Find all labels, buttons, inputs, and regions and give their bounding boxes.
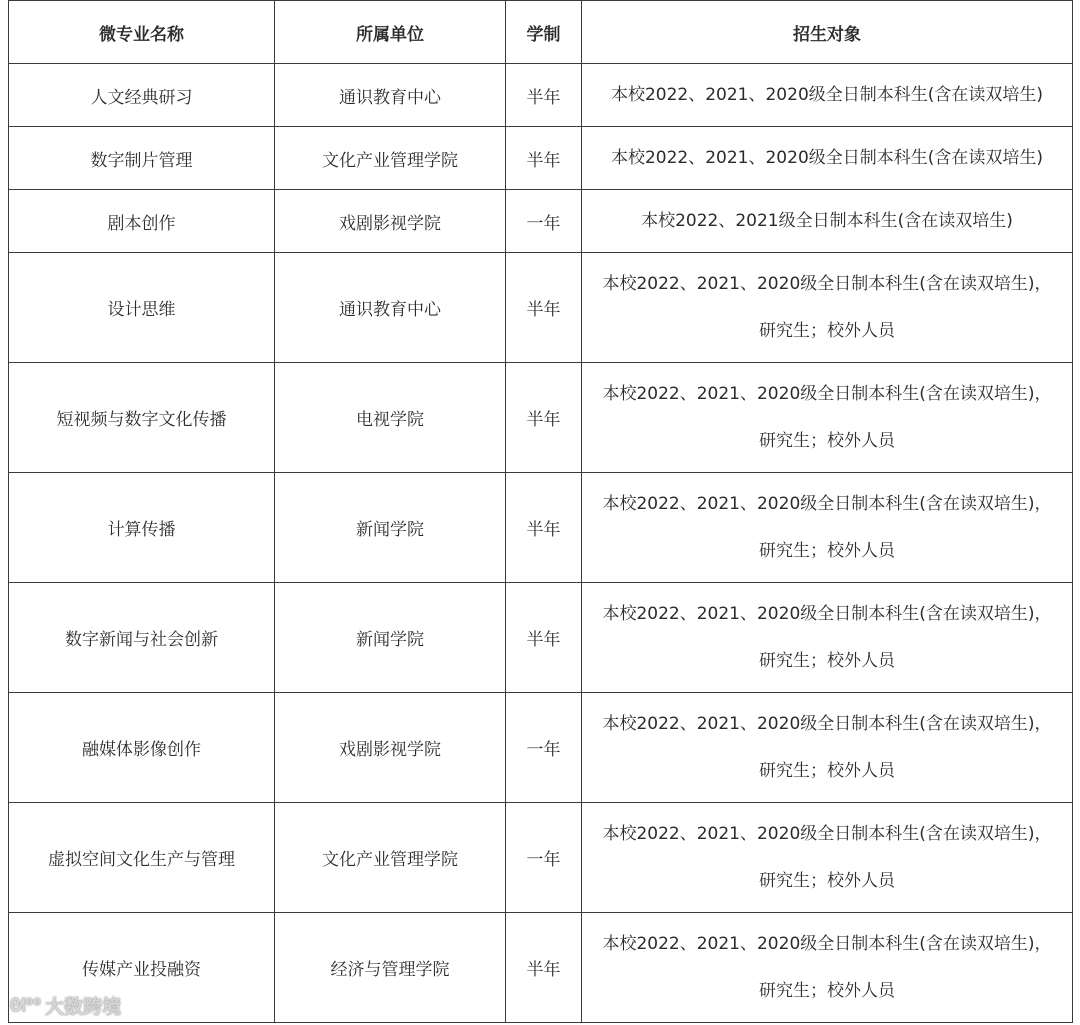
cell-unit: 电视学院 bbox=[275, 363, 506, 473]
watermark-text: 大数跨境 bbox=[45, 996, 122, 1018]
target-line: 本校2022、2021、2020级全日制本科生(含在读双培生)， bbox=[602, 273, 1052, 294]
cell-unit: 通识教育中心 bbox=[275, 253, 506, 363]
target-line: 本校2022、2021、2020级全日制本科生(含在读双培生)， bbox=[602, 603, 1052, 624]
cell-duration: 半年 bbox=[506, 253, 582, 363]
cell-target bbox=[582, 473, 1073, 583]
table-row bbox=[9, 803, 1073, 913]
table-header-row bbox=[9, 1, 1073, 64]
cell-duration: 半年 bbox=[506, 473, 582, 583]
table-row bbox=[9, 64, 1073, 127]
cell-major-name: 融媒体影像创作 bbox=[9, 693, 275, 803]
target-line: 本校2022、2021、2020级全日制本科生(含在读双培生)， bbox=[602, 383, 1052, 404]
cell-major-name: 短视频与数字文化传播 bbox=[9, 363, 275, 473]
cell-duration: 半年 bbox=[506, 127, 582, 190]
target-line: 研究生；校外人员 bbox=[759, 650, 895, 671]
cell-target bbox=[582, 253, 1073, 363]
target-line: 本校2022、2021、2020级全日制本科生(含在读双培生)， bbox=[602, 933, 1052, 954]
header-major-name: 微专业名称 bbox=[9, 1, 275, 64]
cell-major-name: 设计思维 bbox=[9, 253, 275, 363]
table-row bbox=[9, 190, 1073, 253]
cell-target bbox=[582, 583, 1073, 693]
weibo-icon: ᘛ⁰⁰ bbox=[10, 995, 42, 1016]
table-row bbox=[9, 913, 1073, 1023]
target-line: 本校2022、2021、2020级全日制本科生(含在读双培生)， bbox=[602, 823, 1052, 844]
header-duration: 学制 bbox=[506, 1, 582, 64]
cell-duration: 一年 bbox=[506, 803, 582, 913]
target-line: 研究生；校外人员 bbox=[759, 320, 895, 341]
cell-unit: 戏剧影视学院 bbox=[275, 693, 506, 803]
cell-unit: 新闻学院 bbox=[275, 583, 506, 693]
cell-duration: 半年 bbox=[506, 913, 582, 1023]
cell-duration: 一年 bbox=[506, 190, 582, 253]
cell-unit: 文化产业管理学院 bbox=[275, 127, 506, 190]
cell-target bbox=[582, 803, 1073, 913]
target-line: 研究生；校外人员 bbox=[759, 430, 895, 451]
cell-duration: 半年 bbox=[506, 583, 582, 693]
cell-target bbox=[582, 913, 1073, 1023]
cell-duration: 一年 bbox=[506, 693, 582, 803]
cell-target bbox=[582, 64, 1073, 127]
table-row bbox=[9, 363, 1073, 473]
cell-target bbox=[582, 127, 1073, 190]
target-line: 研究生；校外人员 bbox=[759, 980, 895, 1001]
target-line: 研究生；校外人员 bbox=[759, 870, 895, 891]
cell-unit: 新闻学院 bbox=[275, 473, 506, 583]
table-row bbox=[9, 253, 1073, 363]
cell-unit: 文化产业管理学院 bbox=[275, 803, 506, 913]
cell-major-name: 人文经典研习 bbox=[9, 64, 275, 127]
target-line: 本校2022、2021、2020级全日制本科生(含在读双培生) bbox=[610, 147, 1044, 168]
target-line: 本校2022、2021级全日制本科生(含在读双培生) bbox=[641, 210, 1013, 231]
table-row bbox=[9, 473, 1073, 583]
cell-target bbox=[582, 363, 1073, 473]
table-row bbox=[9, 583, 1073, 693]
cell-unit: 戏剧影视学院 bbox=[275, 190, 506, 253]
cell-major-name: 数字制片管理 bbox=[9, 127, 275, 190]
cell-major-name: 传媒产业投融资 bbox=[9, 913, 275, 1023]
target-line: 本校2022、2021、2020级全日制本科生(含在读双培生)， bbox=[602, 713, 1052, 734]
cell-duration: 半年 bbox=[506, 64, 582, 127]
cell-major-name: 计算传播 bbox=[9, 473, 275, 583]
cell-major-name: 虚拟空间文化生产与管理 bbox=[9, 803, 275, 913]
target-line: 研究生；校外人员 bbox=[759, 760, 895, 781]
cell-unit: 通识教育中心 bbox=[275, 64, 506, 127]
target-line: 本校2022、2021、2020级全日制本科生(含在读双培生)， bbox=[602, 493, 1052, 514]
header-target: 招生对象 bbox=[582, 1, 1073, 64]
table-row bbox=[9, 127, 1073, 190]
cell-duration: 半年 bbox=[506, 363, 582, 473]
cell-major-name: 数字新闻与社会创新 bbox=[9, 583, 275, 693]
cell-unit: 经济与管理学院 bbox=[275, 913, 506, 1023]
table-body bbox=[9, 64, 1073, 1023]
cell-target bbox=[582, 190, 1073, 253]
target-line: 本校2022、2021、2020级全日制本科生(含在读双培生) bbox=[610, 84, 1044, 105]
cell-target bbox=[582, 693, 1073, 803]
watermark bbox=[10, 992, 121, 1019]
table-row bbox=[9, 693, 1073, 803]
header-unit: 所属单位 bbox=[275, 1, 506, 64]
micro-major-table bbox=[8, 0, 1073, 1023]
target-line: 研究生；校外人员 bbox=[759, 540, 895, 561]
cell-major-name: 剧本创作 bbox=[9, 190, 275, 253]
